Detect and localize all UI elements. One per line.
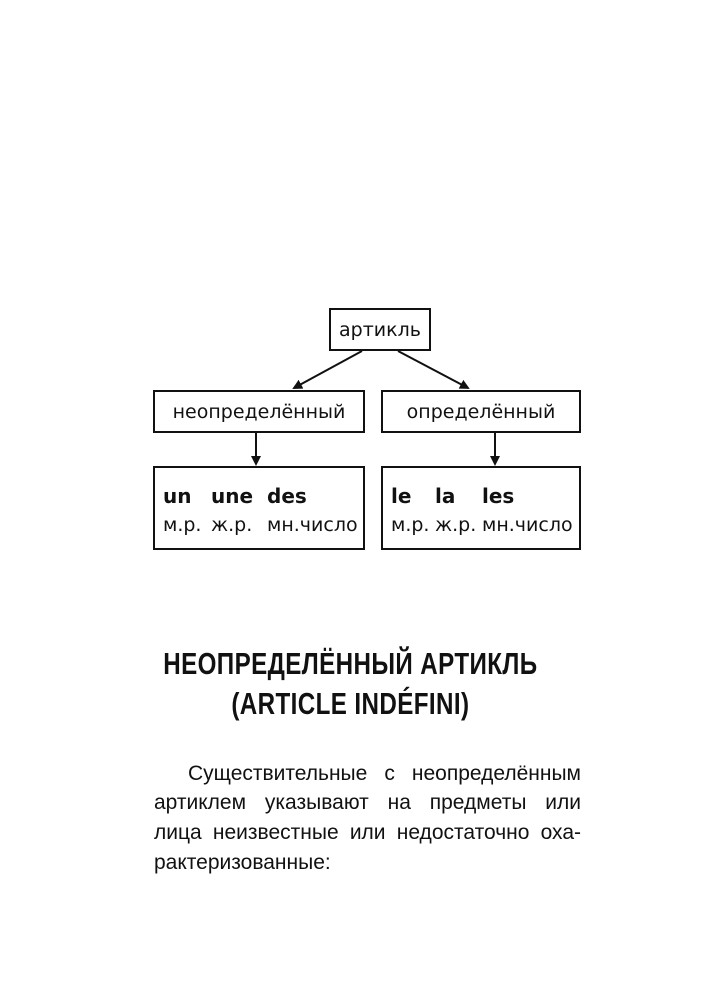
indefinite-box [153,390,365,433]
article-word: des [267,484,307,508]
article-word: une [211,484,254,508]
paragraph-line: лица неизвестные или недостаточно оха- [154,821,581,844]
article-gender: ж.р. [435,514,477,536]
definite-articles-box [381,466,581,550]
article-gender: м.р. [163,514,202,536]
section-title-line1: НЕОПРЕДЕЛЁННЫЙ АРТИКЛЬ [163,646,538,681]
article-word: la [435,484,456,508]
article-gender: м.р. [391,514,430,536]
paragraph-line: Существительные с неопределённым [188,762,581,785]
definite-label: определённый [406,400,556,423]
article-root-box [329,308,431,351]
paragraph-line: артиклем указывают на предметы или [154,791,581,814]
article-word: le [391,484,412,508]
paragraph-line: рактеризованные: [154,851,331,874]
article-root-label: артикль [339,318,421,341]
article-gender: мн.число [267,514,358,536]
article-word: un [163,484,192,508]
article-word: les [482,484,515,508]
article-gender: ж.р. [211,514,253,536]
arrow-to-indefinite [294,351,362,388]
indefinite-label: неопределённый [172,400,346,423]
indefinite-articles-box [153,466,365,550]
article-gender: мн.число [482,514,573,536]
arrow-to-definite [398,351,468,388]
section-title-line2: (ARTICLE INDÉFINI) [231,686,470,721]
definite-box [381,390,581,433]
